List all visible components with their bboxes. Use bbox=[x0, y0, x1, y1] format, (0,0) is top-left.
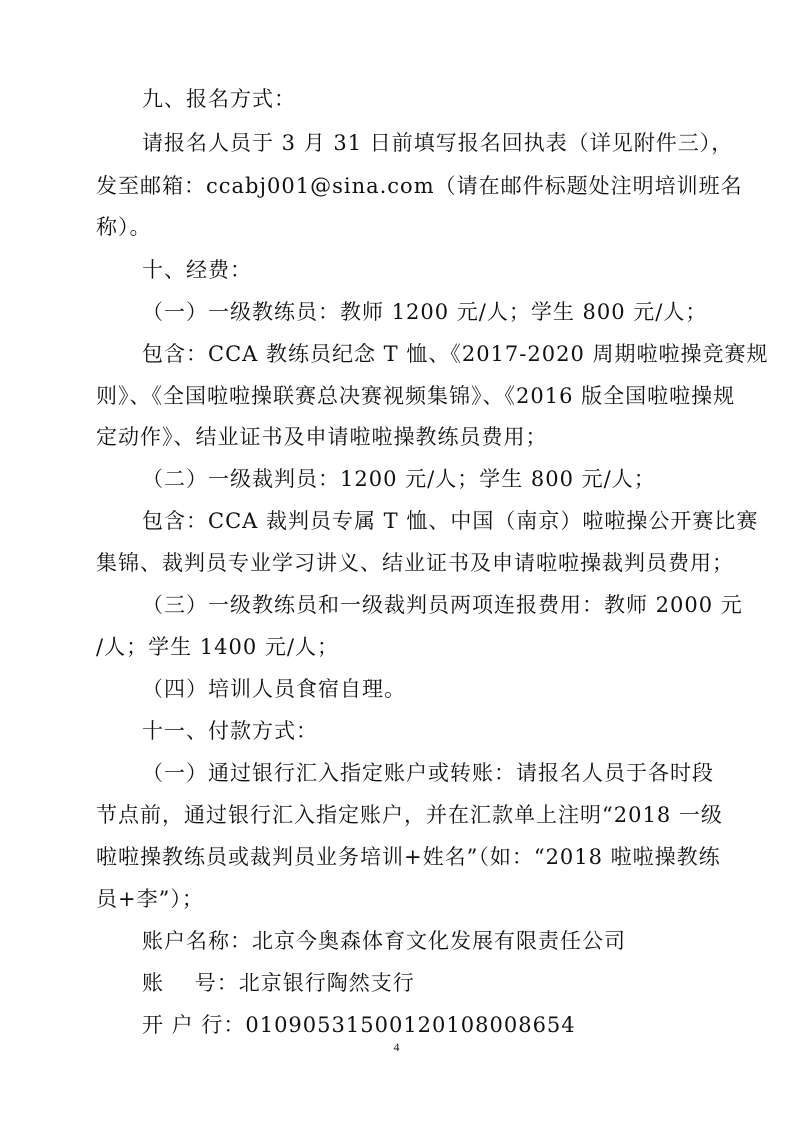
paragraph-line: 则》、《全国啦啦操联赛总决赛视频集锦》、《2016 版全国啦啦操规 bbox=[96, 384, 736, 408]
paragraph-line: （二）一级裁判员：1200 元/人；学生 800 元/人； bbox=[142, 467, 656, 491]
section-heading-fees: 十、经费： bbox=[142, 258, 252, 282]
paragraph-line: 包含：CCA 裁判员专属 T 恤、中国（南京）啦啦操公开赛比赛 bbox=[142, 509, 759, 533]
paragraph-line: /人；学生 1400 元/人； bbox=[96, 635, 339, 659]
account-name-line: 账户名称：北京今奥森体育文化发展有限责任公司 bbox=[142, 929, 626, 953]
paragraph-line: 定动作》、结业证书及申请啦啦操教练员费用； bbox=[96, 425, 548, 449]
paragraph-line: 包含：CCA 教练员纪念 T 恤、《2017-2020 周期啦啦操竞赛规 bbox=[142, 342, 769, 366]
paragraph-line: 啦啦操教练员或裁判员业务培训+姓名”（如：“2018 啦啦操教练 bbox=[96, 845, 721, 869]
paragraph-line: 发至邮箱：ccabj001@sina.com（请在邮件标题处注明培训班名 bbox=[96, 174, 743, 198]
paragraph-line: 称）。 bbox=[96, 215, 152, 239]
paragraph-line: 员+李”）； bbox=[96, 887, 204, 911]
paragraph-line: （一）一级教练员：教师 1200 元/人；学生 800 元/人； bbox=[142, 300, 708, 324]
paragraph-line: 节点前，通过银行汇入指定账户，并在汇款单上注明“2018 一级 bbox=[96, 803, 723, 827]
paragraph-line: （一）通过银行汇入指定账户或转账：请报名人员于各时段 bbox=[142, 761, 714, 785]
bank-line: 开 户 行：01090531500120108008654 bbox=[142, 1013, 576, 1037]
paragraph-line: 集锦、裁判员专业学习讲义、结业证书及申请啦啦操裁判员费用； bbox=[96, 551, 734, 575]
account-number-line: 账 号：北京银行陶然支行 bbox=[142, 971, 415, 995]
paragraph-line: （三）一级教练员和一级裁判员两项连报费用：教师 2000 元 bbox=[142, 593, 743, 617]
paragraph-line: 请报名人员于 3 月 31 日前填写报名回执表（详见附件三）， bbox=[142, 131, 734, 155]
paragraph-line: （四）培训人员食宿自理。 bbox=[142, 677, 406, 701]
section-heading-payment: 十一、付款方式： bbox=[142, 719, 318, 743]
section-heading-registration: 九、报名方式： bbox=[142, 87, 296, 111]
page-number: 4 bbox=[393, 1040, 400, 1054]
